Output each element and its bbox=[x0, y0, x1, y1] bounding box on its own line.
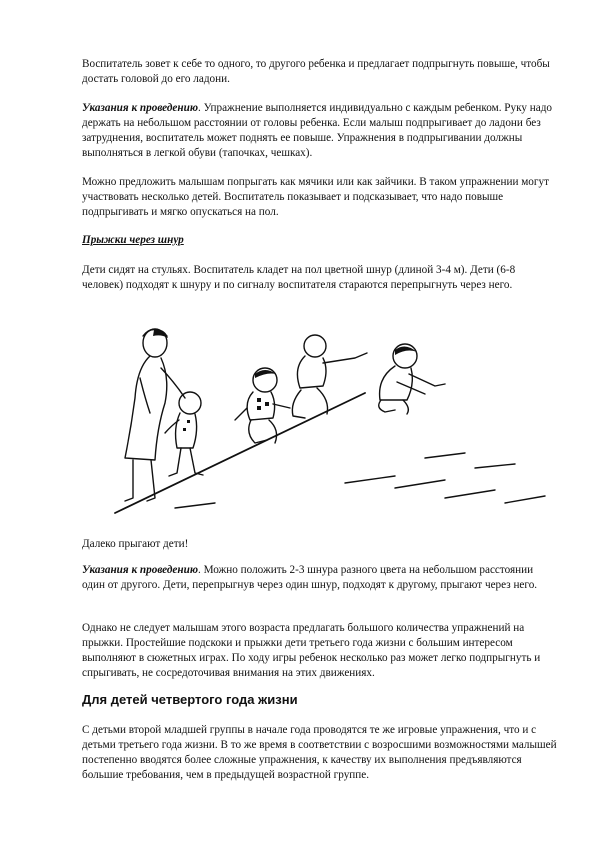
paragraph-intro: Воспитатель зовет к себе то одного, то другого ребенка и предлагает подпрыгнуть повыше, чтобы достать головой до его ладони. bbox=[82, 58, 550, 85]
children-jumping-illustration bbox=[95, 308, 555, 520]
instructions-text: . Можно положить 2-3 шнура разного цвета на небольшом расстоянии один от другого. Дети, перепрыгнув через один шнур, подходят к другому, прыгают через него. bbox=[82, 564, 538, 591]
paragraph-rope-setup: Дети сидят на стульях. Воспитатель кладет на пол цветной шнур (длиной 3-4 м). Дети (6-8 человек) подходят к шнуру и по сигналу воспитателя стараются перепрыгнуть через него. bbox=[82, 264, 516, 291]
instructions-lead: Указания к проведению bbox=[82, 564, 198, 576]
paragraph-instructions-1 bbox=[82, 101, 557, 161]
section-heading-rope-jumps: Прыжки через шнур bbox=[82, 234, 184, 246]
section-heading-fourth-year: Для детей четвертого года жизни bbox=[82, 692, 298, 707]
paragraph-instructions-2 bbox=[82, 563, 557, 593]
paragraph-fourth-year: С детьми второй младшей группы в начале года проводятся те же игровые упражнения, что и с детьми третьего года жизни. В то же время в соответствии с возросшими возможностями малышей постепенно вводятся более сложные упражнения, к качеству их выполнения предъявляются большие требования, чем в предыдущей возрастной группе. bbox=[82, 724, 557, 781]
instructions-text: . Упражнение выполняется индивидуально с каждым ребенком. Руку надо держать на небольшом расстоянии от головы ребенка. Если малыш подпрыгивает до ладони без затруднения, воспитатель может поднять ее повыше. Упражнения в подпрыгивании должны выполняться в легкой обуви (тапочках, чешках). bbox=[82, 102, 553, 159]
paragraph-limits: Однако не следует малышам этого возраста предлагать большого количества упражнений на прыжки. Простейшие подскоки и прыжки дети третьего года жизни с большим интересом выполняют в сюжетных играх. По ходу игры ребенок несколько раз может легко подпрыгнуть и спрыгивать, не сосредоточивая внимания на этих движениях. bbox=[82, 622, 541, 679]
instructions-lead: Указания к проведению bbox=[82, 102, 198, 114]
paragraph-bunnies: Можно предложить малышам попрыгать как мячики или как зайчики. В таком упражнении могут участвовать несколько детей. Воспитатель показывает и подсказывает, что надо повыше подпрыгивать и мягко опускаться на пол. bbox=[82, 176, 549, 218]
illustration-caption: Далеко прыгают дети! bbox=[82, 538, 189, 550]
